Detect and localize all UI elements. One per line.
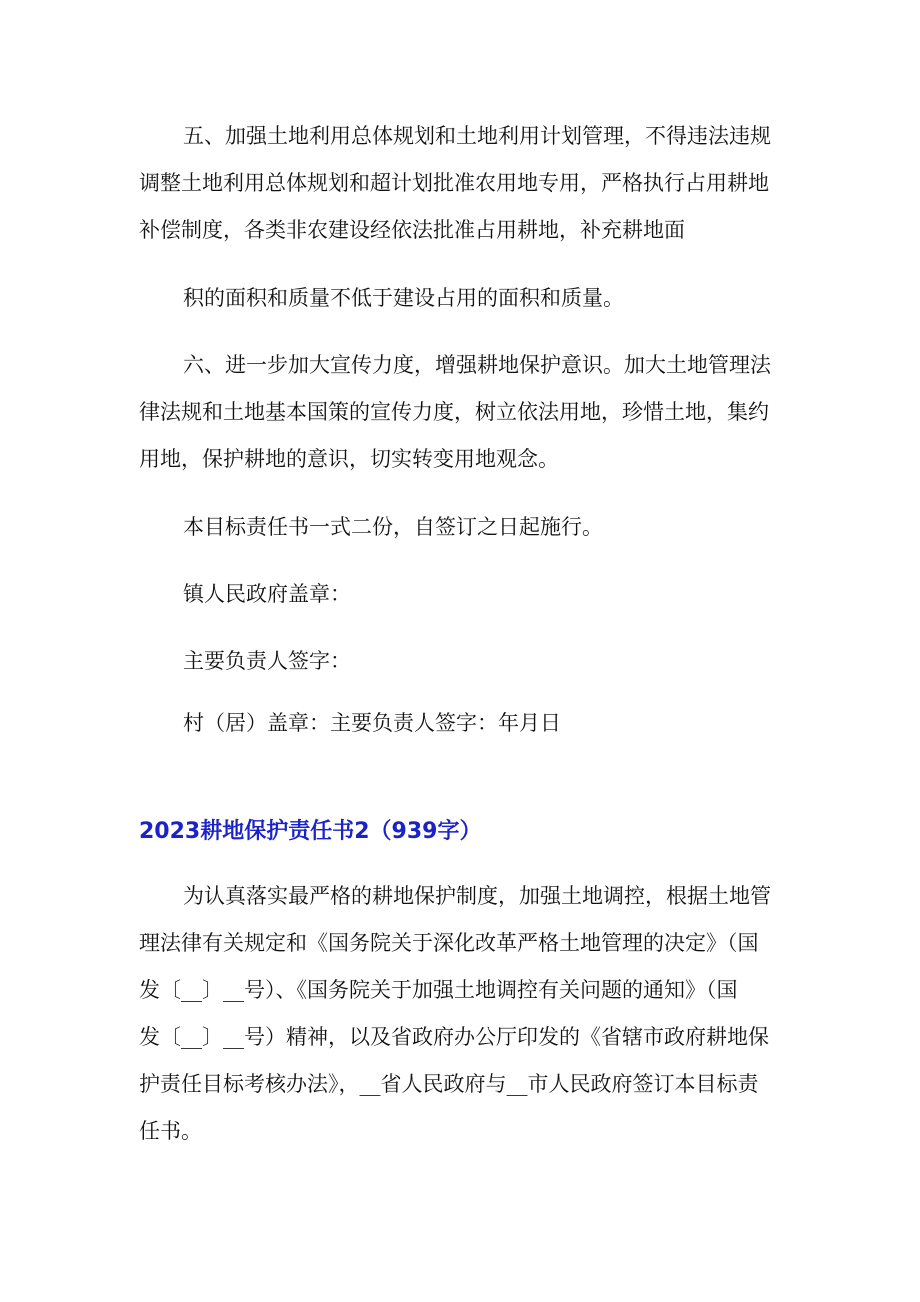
text-line: 用地，保护耕地的意识，切实转变用地观念。 <box>139 447 559 471</box>
copies-statement <box>139 504 781 551</box>
text-line: 本目标责任书一式二份，自签订之日起施行。 <box>183 515 603 539</box>
text-line: 六、进一步加大宣传力度，增强耕地保护意识。加大土地管理法 <box>183 353 771 377</box>
text-line: 理法律有关规定和《国务院关于深化改革严格土地管理的决定》（国 <box>139 931 759 955</box>
text-line: 发〔__〕__号）精神，以及省政府办公厅印发的《省辖市政府耕地保 <box>139 1025 769 1049</box>
text-line: 任书。 <box>139 1119 202 1143</box>
text-line: 主要负责人签字： <box>183 649 351 673</box>
text-line: 护责任目标考核办法》，__省人民政府与__市人民政府签订本目标责 <box>139 1072 759 1096</box>
text-line: 村（居）盖章：主要负责人签字：年月日 <box>183 711 561 735</box>
text-line: 调整土地利用总体规划和超计划批准农用地专用，严格执行占用耕地 <box>139 171 769 195</box>
responsible-signature-line <box>139 638 781 685</box>
text-line: 五、加强土地利用总体规划和土地利用计划管理，不得违法违规 <box>183 124 771 148</box>
notice-paragraph <box>139 873 781 1155</box>
clause-six-paragraph <box>139 342 781 483</box>
text-line: 律法规和土地基本国策的宣传力度，树立依法用地，珍惜土地，集约 <box>139 400 769 424</box>
text-line: 发〔__〕__号）、《国务院关于加强土地调控有关问题的通知》（国 <box>139 978 738 1002</box>
village-seal-line <box>139 700 781 747</box>
town-seal-line <box>139 571 781 618</box>
clause-five-paragraph <box>139 113 781 254</box>
area-quality-paragraph <box>139 275 781 322</box>
text-line: 镇人民政府盖章： <box>183 582 351 606</box>
text-line: 积的面积和质量不低于建设占用的面积和质量。 <box>183 286 624 310</box>
text-line: 为认真落实最严格的耕地保护制度，加强土地调控，根据土地管 <box>183 884 771 908</box>
section-heading: 2023耕地保护责任书2（939字） <box>139 819 482 844</box>
text-line: 补偿制度，各类非农建设经依法批准占用耕地，补充耕地面 <box>139 218 685 242</box>
